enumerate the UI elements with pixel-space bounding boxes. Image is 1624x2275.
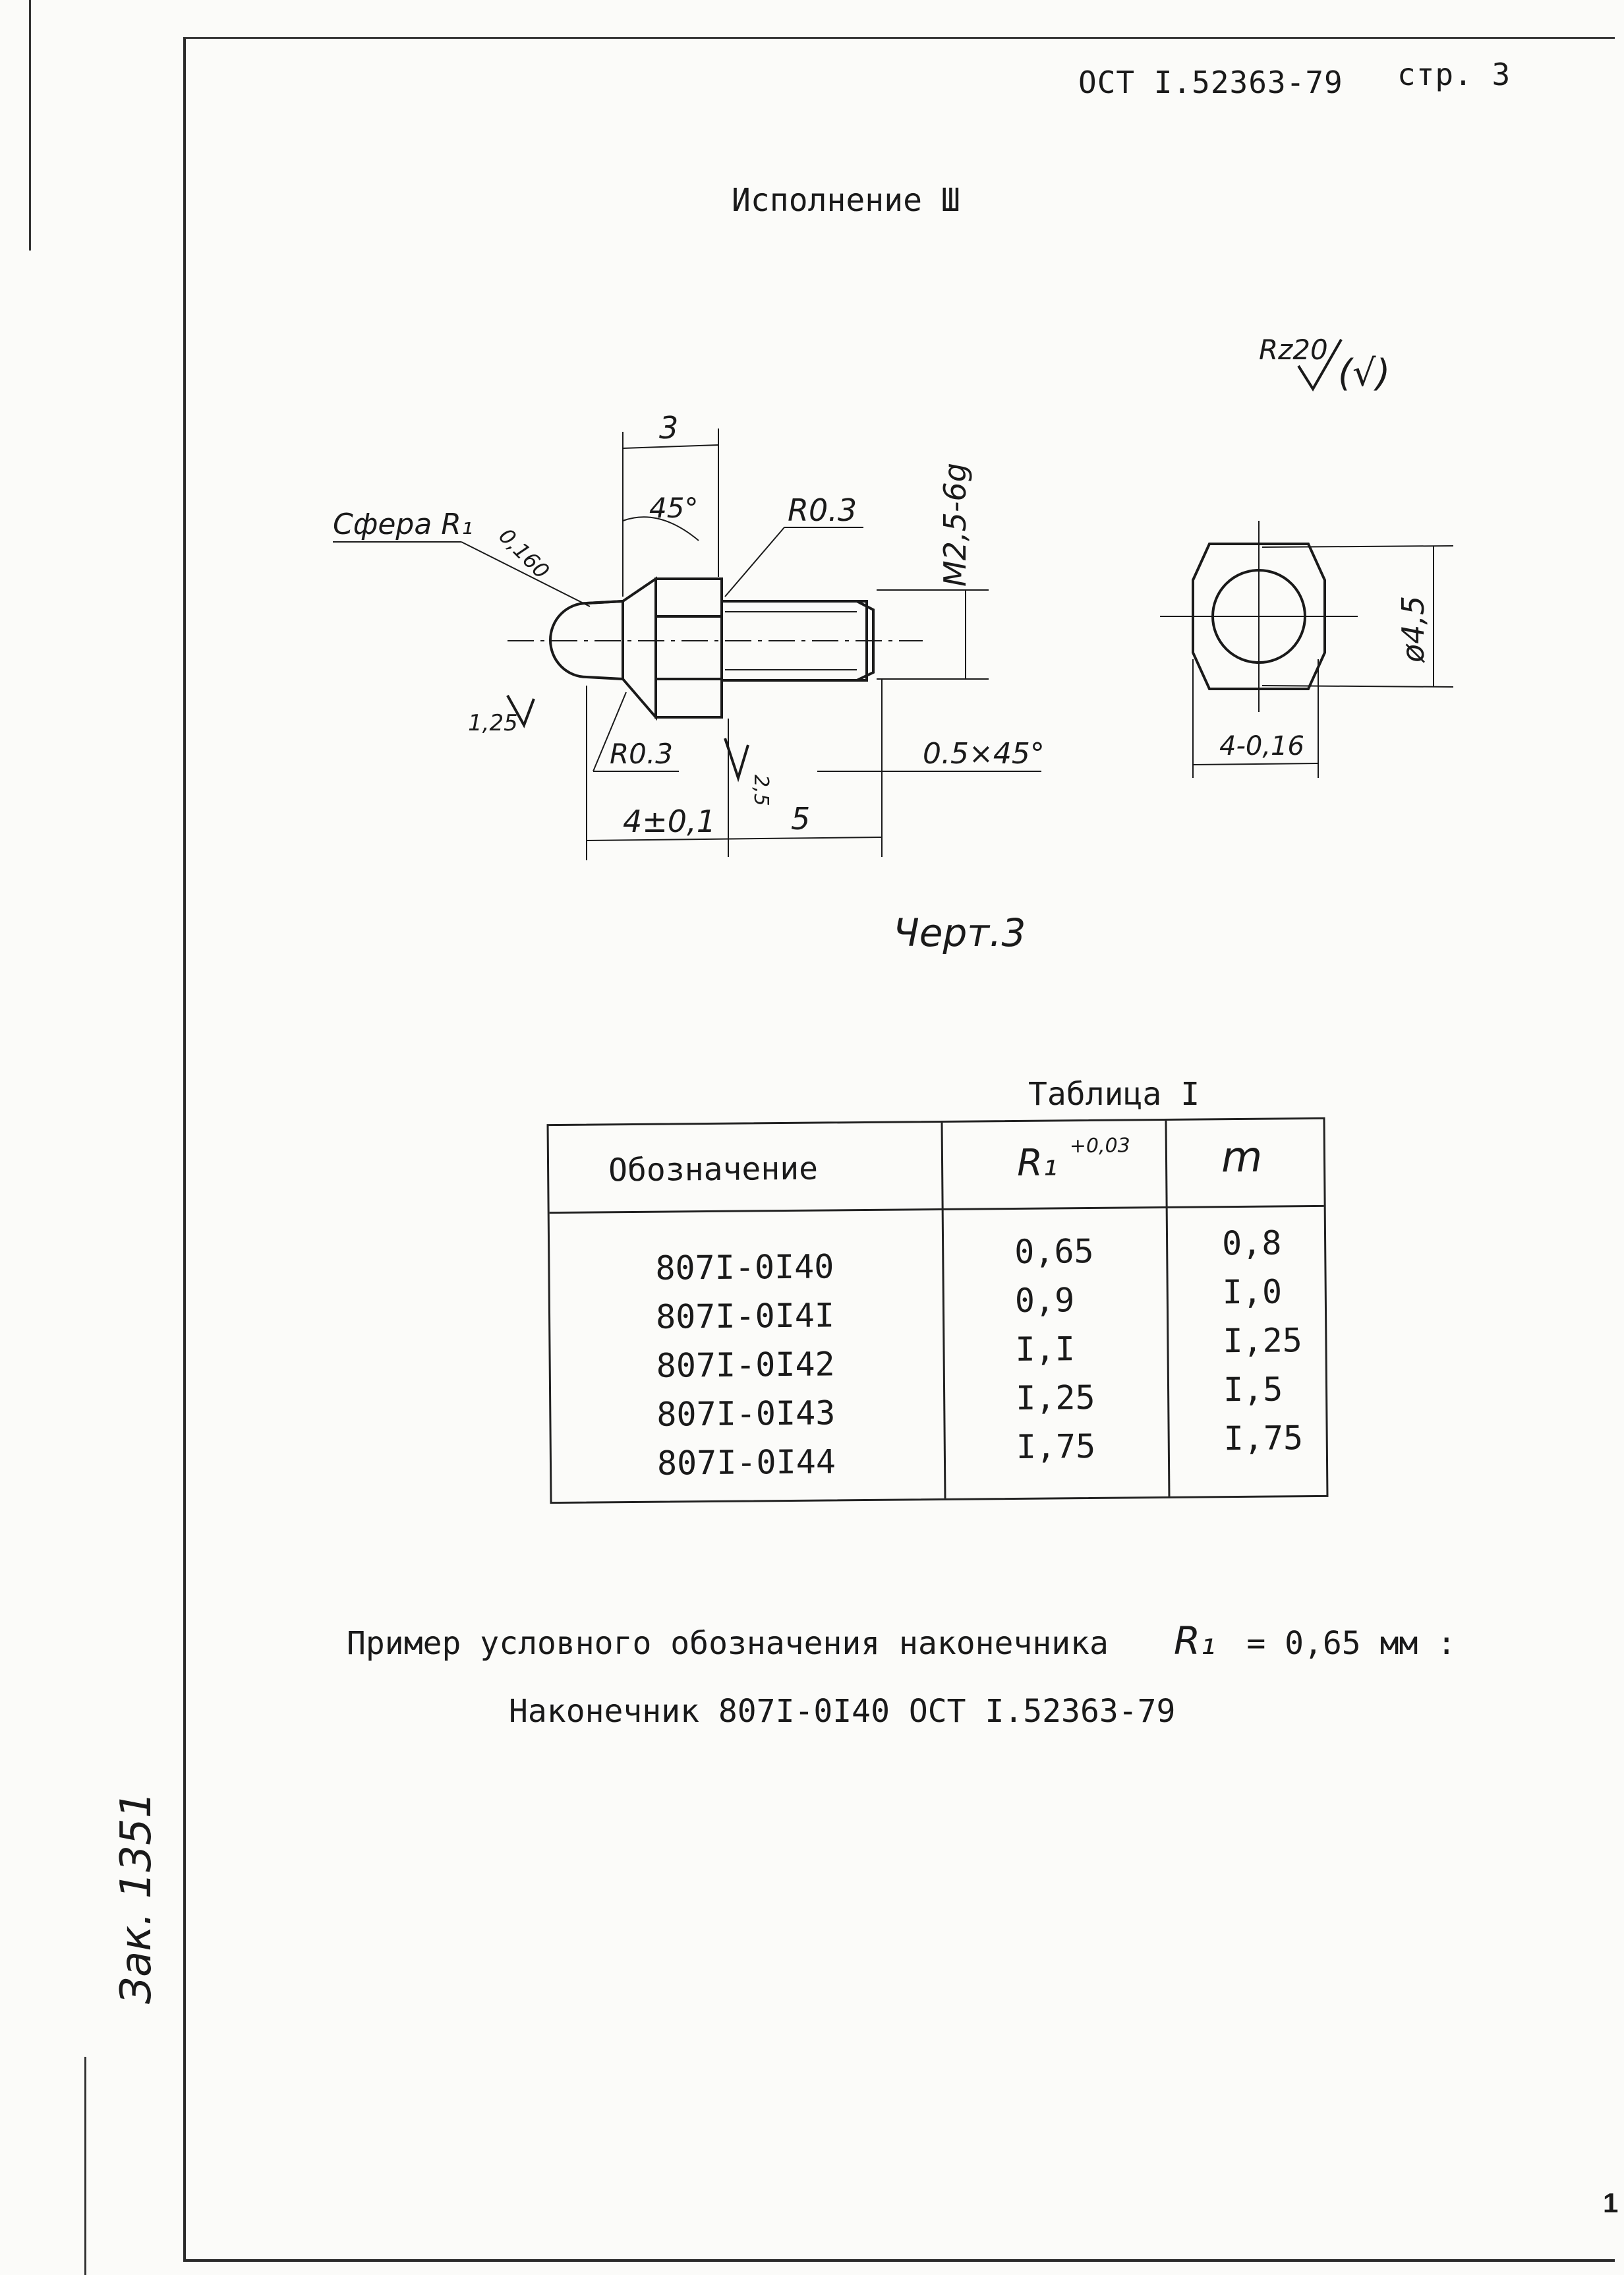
cell-r1: I,75: [1016, 1427, 1096, 1466]
cell-r1: I,I: [1015, 1330, 1076, 1369]
dim-5: 5: [791, 801, 811, 837]
page-number: 1: [1603, 2187, 1619, 2218]
example-line-1: [347, 1618, 1456, 1663]
cell-r1: I,25: [1015, 1378, 1095, 1417]
cell-m: 0,8: [1221, 1224, 1282, 1263]
sphere-label: Сфера R₁: [333, 508, 473, 541]
r03-bottom: R0.3: [610, 738, 673, 770]
header-r1: R₁: [1016, 1141, 1058, 1185]
section-title: Исполнение Ш: [732, 182, 960, 219]
dim-4: 4±0,1: [623, 804, 716, 839]
margin-line-bottom: [84, 2057, 86, 2275]
drawing-caption: Черт.3: [893, 910, 1026, 955]
example-r1: R₁: [1173, 1618, 1216, 1663]
dim-3: 3: [659, 410, 679, 446]
hex-head: [656, 579, 722, 717]
header-r1-tol: +0,03: [1069, 1134, 1130, 1158]
r03-top: R0.3: [788, 492, 857, 528]
standard-number: ОСТ I.52363-79: [1078, 65, 1343, 100]
cell-m: I,0: [1222, 1272, 1283, 1312]
example-line-2: Наконечник 807I-0I40 ОСТ I.52363-79: [509, 1693, 1176, 1730]
across-flats: 4-0,16: [1219, 731, 1304, 761]
example-text: Пример условного обозначения наконечника: [347, 1625, 1109, 1662]
cell-m: I,75: [1223, 1419, 1304, 1458]
rough-25: 2,5: [749, 775, 772, 806]
cell-m: I,25: [1223, 1321, 1303, 1361]
col-designation: [655, 1242, 836, 1487]
margin-note: Зак. 1351: [112, 1791, 161, 2004]
rough-125: 1,25: [468, 710, 518, 736]
header-m: m: [1221, 1133, 1263, 1183]
data-table: [547, 1117, 1329, 1504]
roughness-label: Rz20: [1259, 334, 1328, 366]
table-title: Таблица I: [1028, 1076, 1200, 1113]
cell-designation: 807I-0I44: [656, 1442, 836, 1483]
chamfer-label: 0.5×45°: [923, 737, 1045, 771]
roughness-paren: (√): [1338, 352, 1391, 395]
example-value: = 0,65 мм :: [1246, 1625, 1457, 1662]
diam-label: ø4,5: [1395, 595, 1431, 663]
header-designation: Обозначение: [608, 1150, 819, 1189]
cell-designation: 807I-0I40: [655, 1247, 834, 1287]
angle-45: 45°: [649, 492, 699, 524]
thread-spec: M2,5-6g: [937, 463, 973, 587]
cell-m: I,5: [1223, 1370, 1283, 1409]
col-r1: [1014, 1227, 1096, 1471]
technical-drawing: [0, 0, 1624, 989]
cell-designation: 807I-0I4I: [655, 1296, 835, 1336]
cell-designation: 807I-0I43: [656, 1394, 836, 1434]
tolerance-sphere: 0,160: [494, 523, 554, 584]
cone: [623, 579, 656, 717]
col-m: [1222, 1218, 1304, 1463]
cell-r1: 0,9: [1014, 1281, 1075, 1320]
cell-r1: 0,65: [1014, 1231, 1094, 1271]
cell-designation: 807I-0I42: [656, 1345, 835, 1385]
page-label: стр. 3: [1397, 57, 1511, 92]
